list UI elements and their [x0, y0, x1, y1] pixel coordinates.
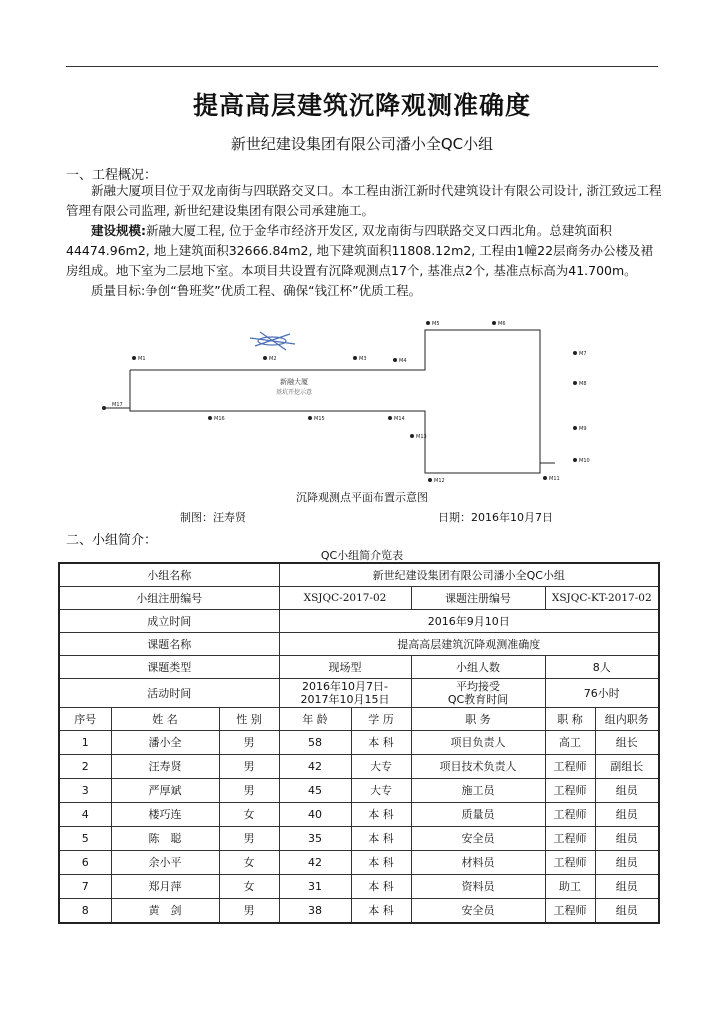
- survey-point-label: M7: [579, 351, 587, 357]
- table-row: [59, 779, 659, 803]
- member-age: 40: [279, 803, 351, 827]
- member-duty: 安全员: [411, 899, 545, 924]
- survey-point: [573, 381, 577, 385]
- member-duty: 项目负责人: [411, 731, 545, 755]
- group-name-value: 新世纪建设集团有限公司潘小全QC小组: [279, 563, 659, 587]
- survey-point: [573, 351, 577, 355]
- member-age: 31: [279, 875, 351, 899]
- member-name: 汪寿贤: [111, 755, 219, 779]
- survey-point-label: M6: [498, 321, 506, 327]
- member-duty: 材料员: [411, 851, 545, 875]
- member-education: 大专: [351, 779, 411, 803]
- member-education: 大专: [351, 755, 411, 779]
- survey-point-label: M4: [399, 358, 407, 364]
- member-age: 45: [279, 779, 351, 803]
- topic-registration-label: 课题注册编号: [411, 587, 545, 610]
- member-number: 4: [59, 803, 111, 827]
- building-label: 新融大厦: [280, 378, 308, 386]
- survey-point: [132, 356, 136, 360]
- member-role: 组员: [595, 899, 659, 924]
- survey-instrument-icon: [250, 332, 295, 350]
- member-gender: 男: [219, 755, 279, 779]
- survey-point: [102, 406, 106, 410]
- member-number: 2: [59, 755, 111, 779]
- member-duty: 项目技术负责人: [411, 755, 545, 779]
- member-role: 组员: [595, 803, 659, 827]
- member-duty: 资料员: [411, 875, 545, 899]
- survey-point: [426, 321, 430, 325]
- member-number: 8: [59, 899, 111, 924]
- topic-type-value: 现场型: [279, 656, 411, 679]
- survey-point-label: M11: [549, 476, 560, 482]
- quality-target-paragraph: 质量目标:争创“鲁班奖”优质工程、确保“钱江杯”优质工程。: [91, 283, 422, 298]
- column-header: 序号: [59, 708, 111, 731]
- section-1-heading: 一、工程概况：: [66, 168, 158, 183]
- member-role: 组员: [595, 851, 659, 875]
- member-number: 7: [59, 875, 111, 899]
- project-overview-paragraph: 新融大厦项目位于双龙南街与四联路交叉口。本工程由浙江新时代建筑设计有限公司设计, 浙江致远工程管理有限公司监理, 新世纪建设集团有限公司承建施工。: [66, 183, 662, 218]
- member-title: 工程师: [545, 899, 595, 924]
- topic-name-value: 提高高层建筑沉降观测准确度: [279, 633, 659, 656]
- founded-label: 成立时间: [59, 610, 279, 633]
- survey-point: [410, 434, 414, 438]
- activity-period-end: 2017年10月15日: [300, 693, 390, 706]
- member-age: 42: [279, 851, 351, 875]
- member-gender: 男: [219, 779, 279, 803]
- table-row: [59, 656, 659, 679]
- member-title: 工程师: [545, 851, 595, 875]
- header-rule: [66, 66, 658, 67]
- table-row: [59, 610, 659, 633]
- survey-point: [353, 356, 357, 360]
- member-education: 本 科: [351, 803, 411, 827]
- survey-point: [393, 358, 397, 362]
- settlement-points-plan-figure: [90, 318, 630, 490]
- member-gender: 女: [219, 875, 279, 899]
- qc-education-label: [411, 679, 545, 708]
- survey-point-label: M10: [579, 458, 590, 464]
- member-name: 楼巧连: [111, 803, 219, 827]
- survey-point: [573, 458, 577, 462]
- survey-point: [263, 356, 267, 360]
- survey-point-label: M9: [579, 426, 587, 432]
- member-name: 严厚斌: [111, 779, 219, 803]
- member-gender: 男: [219, 731, 279, 755]
- figure-date: 日期：2016年10月7日: [438, 511, 553, 524]
- column-header: 学 历: [351, 708, 411, 731]
- member-education: 本 科: [351, 851, 411, 875]
- member-education: 本 科: [351, 731, 411, 755]
- survey-point-label: M1: [138, 356, 146, 362]
- member-education: 本 科: [351, 899, 411, 924]
- founded-value: 2016年9月10日: [279, 610, 659, 633]
- member-name: 陈 聪: [111, 827, 219, 851]
- member-name: 潘小全: [111, 731, 219, 755]
- activity-period-start: 2016年10月7日-: [302, 680, 388, 693]
- section-1-body: [66, 181, 662, 301]
- table-header-row: [59, 708, 659, 731]
- member-number: 5: [59, 827, 111, 851]
- survey-points: [102, 321, 590, 484]
- member-title: 高工: [545, 731, 595, 755]
- activity-period-value: [279, 679, 411, 708]
- member-role: 组长: [595, 731, 659, 755]
- member-number: 6: [59, 851, 111, 875]
- registration-value: XSJQC-2017-02: [279, 587, 411, 610]
- member-title: 工程师: [545, 779, 595, 803]
- survey-point-label: M12: [434, 478, 445, 484]
- member-age: 38: [279, 899, 351, 924]
- survey-point: [208, 416, 212, 420]
- member-count-label: 小组人数: [411, 656, 545, 679]
- document-title: 提高高层建筑沉降观测准确度: [192, 91, 531, 120]
- survey-point-label: M3: [359, 356, 367, 362]
- registration-label: 小组注册编号: [59, 587, 279, 610]
- topic-registration-value: XSJQC-KT-2017-02: [545, 587, 659, 610]
- member-duty: 安全员: [411, 827, 545, 851]
- survey-point-label: M8: [579, 381, 587, 387]
- member-duty: 质量员: [411, 803, 545, 827]
- qc-education-value: 76小时: [545, 679, 659, 708]
- construction-scale-text: 新融大厦工程, 位于金华市经济开发区, 双龙南街与四联路交叉口西北角。总建筑面积44474.96m2, 地上建筑面积32666.84m2, 地下建筑面积11808.12m2, 工程由1幢22层商务办公楼及裙房组成。地下室为二层地下室。本项目共设置有沉降观测点17个, 基准点2个, 基准点标高为41.700m。: [66, 223, 654, 278]
- table-row: [59, 679, 659, 708]
- member-number: 1: [59, 731, 111, 755]
- table-row: [59, 731, 659, 755]
- table-row: [59, 803, 659, 827]
- member-role: 组员: [595, 875, 659, 899]
- survey-point-label: M5: [432, 321, 440, 327]
- qc-group-table: [58, 562, 660, 924]
- member-gender: 女: [219, 803, 279, 827]
- construction-scale-paragraph: [66, 221, 662, 281]
- column-header: 职 称: [545, 708, 595, 731]
- member-title: 工程师: [545, 827, 595, 851]
- member-gender: 男: [219, 899, 279, 924]
- member-rows: [59, 731, 659, 924]
- survey-point: [308, 416, 312, 420]
- topic-name-label: 课题名称: [59, 633, 279, 656]
- member-duty: 施工员: [411, 779, 545, 803]
- member-education: 本 科: [351, 827, 411, 851]
- table-row: [59, 563, 659, 587]
- member-gender: 男: [219, 827, 279, 851]
- survey-point-label: M2: [269, 356, 277, 362]
- survey-point-label: M13: [416, 434, 427, 440]
- construction-scale-label: 建设规模:: [91, 223, 146, 238]
- column-header: 姓 名: [111, 708, 219, 731]
- survey-point: [573, 426, 577, 430]
- member-title: 助工: [545, 875, 595, 899]
- survey-point: [543, 476, 547, 480]
- member-title: 工程师: [545, 803, 595, 827]
- survey-point-label: M16: [214, 416, 225, 422]
- qc-education-label-line-2: QC教育时间: [447, 693, 509, 706]
- topic-type-label: 课题类型: [59, 656, 279, 679]
- table-row: [59, 587, 659, 610]
- survey-point: [492, 321, 496, 325]
- member-age: 42: [279, 755, 351, 779]
- table-row: [59, 633, 659, 656]
- table-title: QC小组简介览表: [320, 549, 404, 562]
- member-age: 35: [279, 827, 351, 851]
- section-2-heading: 二、小组简介：: [66, 533, 158, 548]
- column-header: 年 龄: [279, 708, 351, 731]
- table-row: [59, 755, 659, 779]
- column-header: 性 别: [219, 708, 279, 731]
- survey-point: [428, 478, 432, 482]
- survey-point-label: M15: [314, 416, 325, 422]
- figure-caption: 沉降观测点平面布置示意图: [296, 491, 428, 504]
- figure-maker: 制图：汪寿贤: [180, 511, 246, 524]
- member-name: 余小平: [111, 851, 219, 875]
- building-sub-label: 基坑开挖示意: [276, 389, 313, 396]
- member-name: 郑月萍: [111, 875, 219, 899]
- column-header: 职 务: [411, 708, 545, 731]
- table-row: [59, 851, 659, 875]
- member-age: 58: [279, 731, 351, 755]
- member-role: 副组长: [595, 755, 659, 779]
- survey-point: [388, 416, 392, 420]
- table-row: [59, 827, 659, 851]
- group-name-label: 小组名称: [59, 563, 279, 587]
- member-title: 工程师: [545, 755, 595, 779]
- table-row: [59, 875, 659, 899]
- column-header: 组内职务: [595, 708, 659, 731]
- member-name: 黄 剑: [111, 899, 219, 924]
- member-role: 组员: [595, 827, 659, 851]
- member-role: 组员: [595, 779, 659, 803]
- activity-period-label: 活动时间: [59, 679, 279, 708]
- survey-point-label: M14: [394, 416, 405, 422]
- member-education: 本 科: [351, 875, 411, 899]
- document-subtitle: 新世纪建设集团有限公司潘小全QC小组: [230, 135, 494, 153]
- member-count-value: 8人: [545, 656, 659, 679]
- member-number: 3: [59, 779, 111, 803]
- table-row: [59, 899, 659, 924]
- survey-point-label: M17: [112, 402, 123, 408]
- qc-education-label-line-1: 平均接受: [456, 680, 500, 693]
- member-gender: 女: [219, 851, 279, 875]
